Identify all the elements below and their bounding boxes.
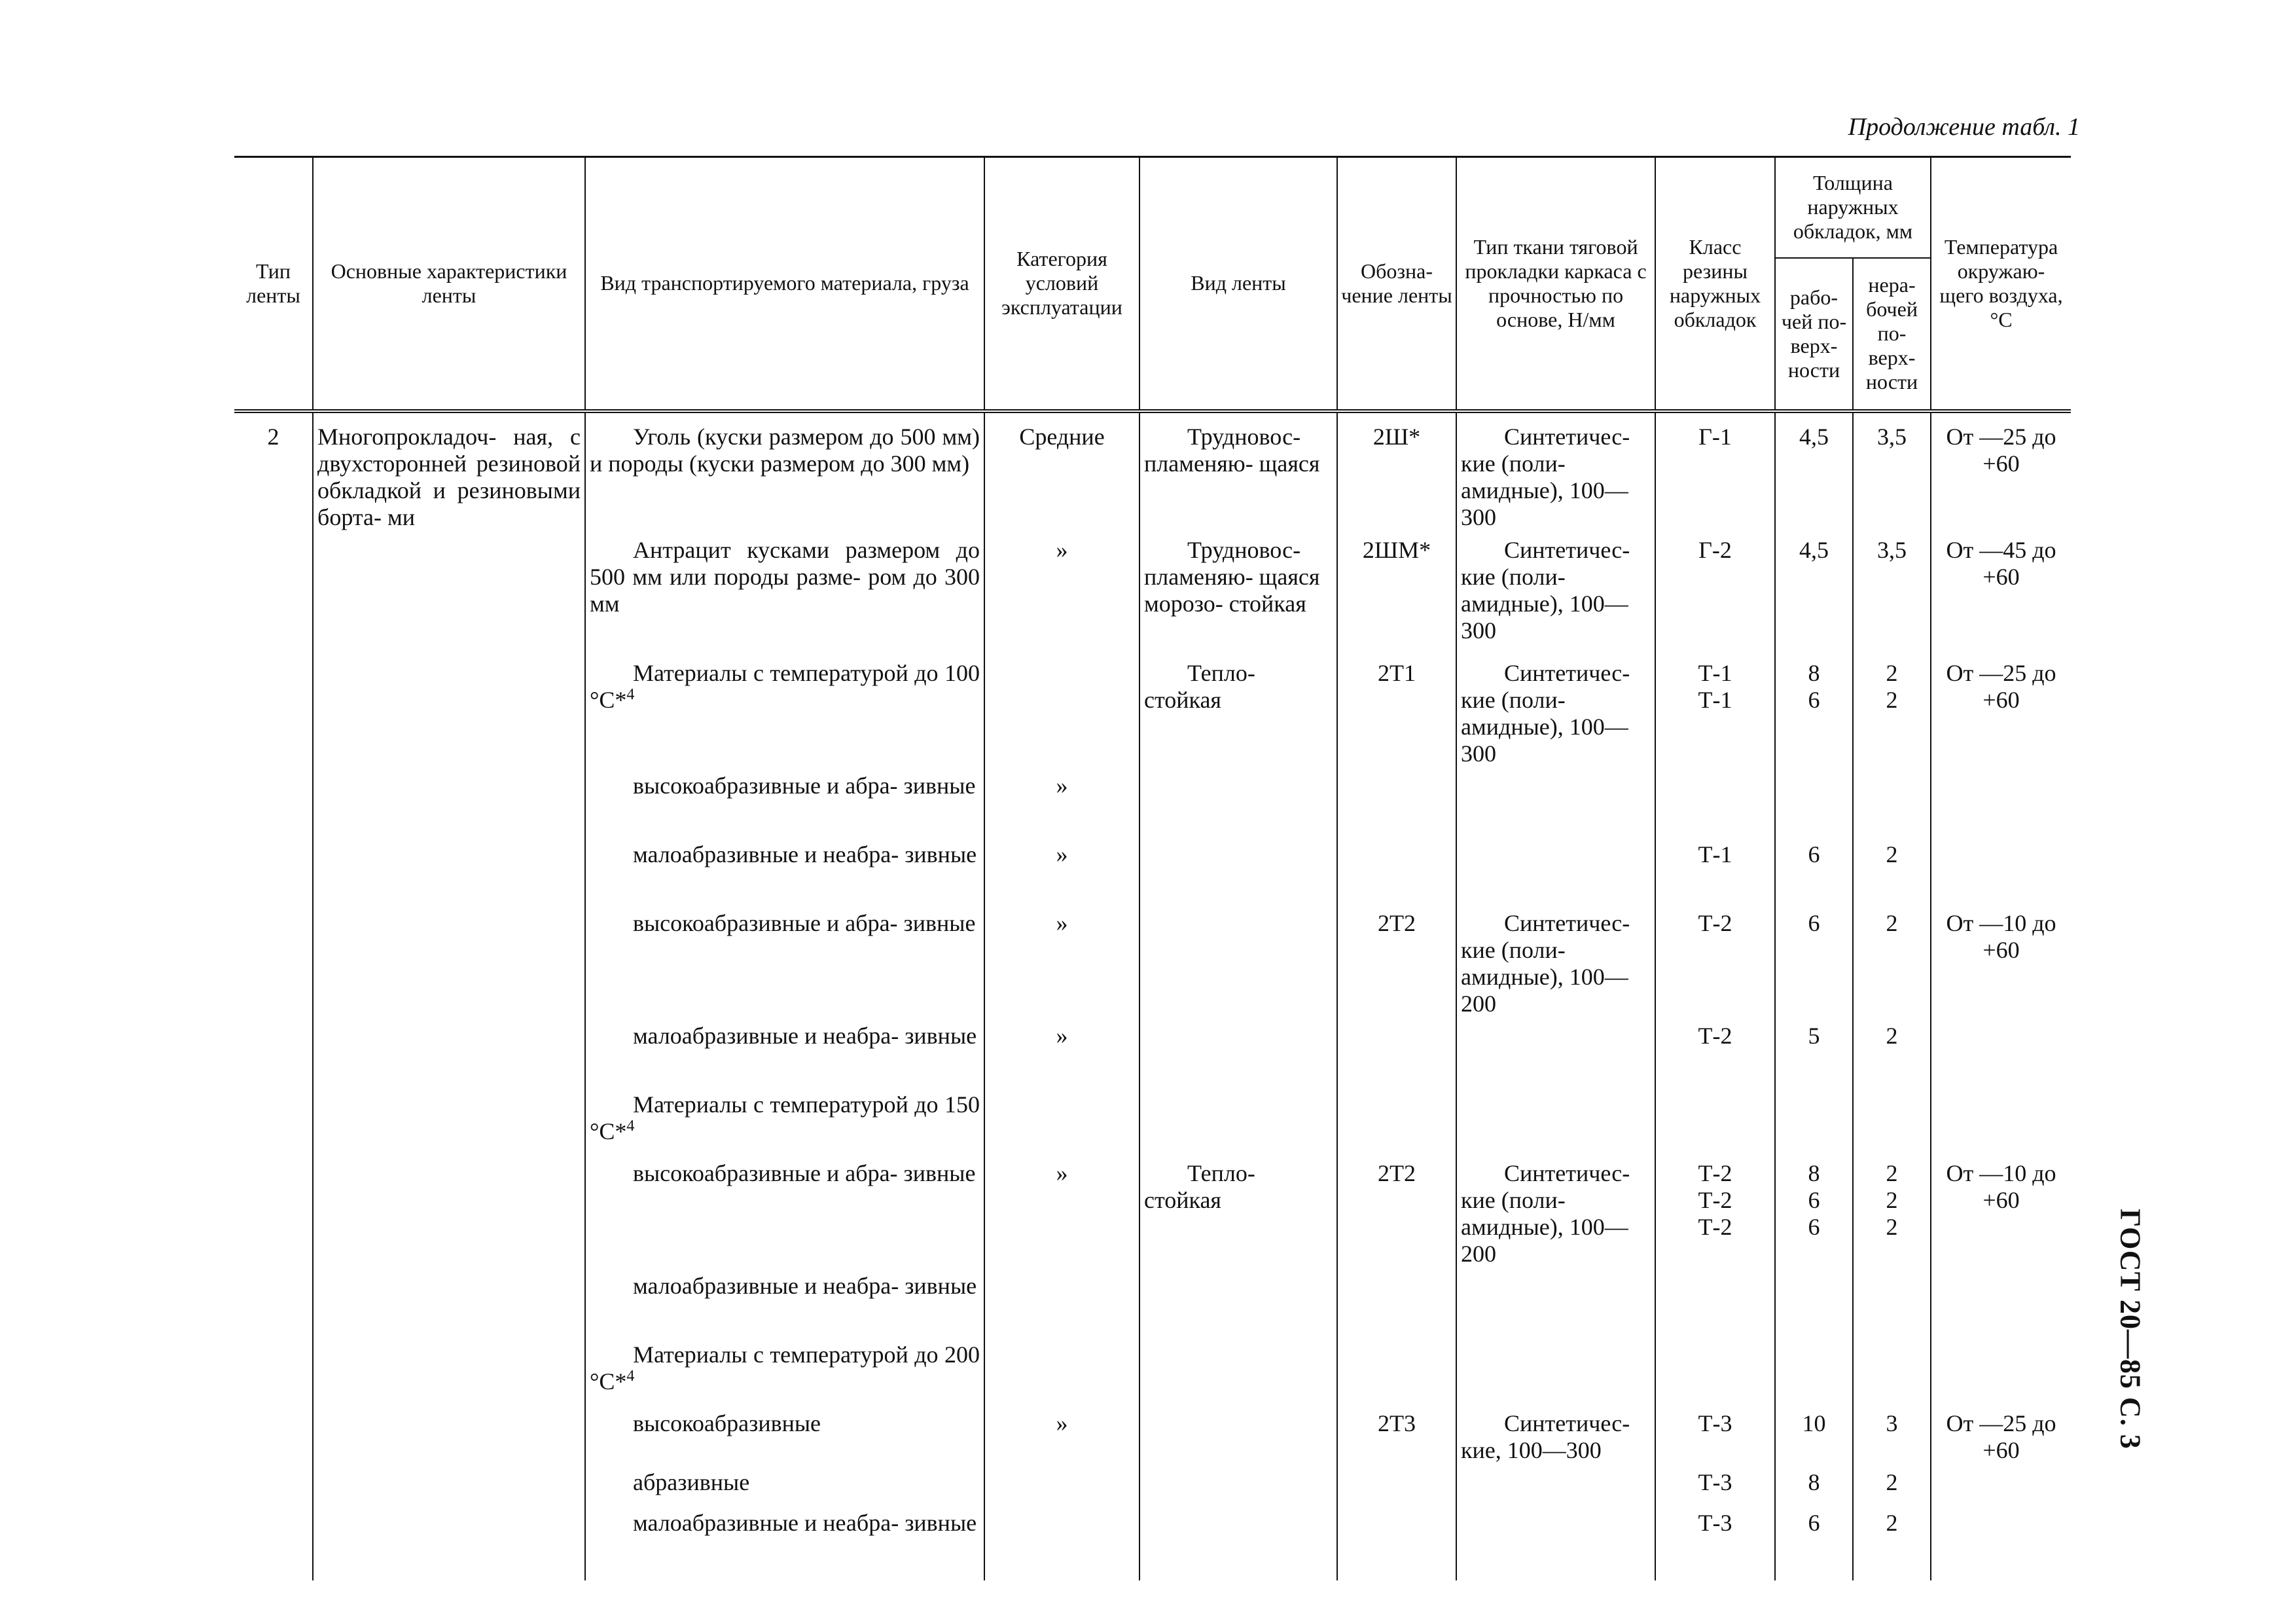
category-cell [984, 534, 1139, 657]
designation-text: 2ШМ* [1362, 536, 1431, 563]
material-text: высокоабразивные и абра- зивные [633, 772, 976, 799]
category-cell [984, 1339, 1139, 1408]
belt-kind-text: Тепло- стойкая [1144, 1159, 1255, 1213]
category-text: » [1056, 1410, 1068, 1436]
material-text: малоабразивные и неабра- зивные [633, 1509, 977, 1536]
nonworking-thickness-value: 2 [1886, 1213, 1898, 1240]
nonworking-thickness-value: 2 [1886, 686, 1898, 713]
designation-cell [1337, 534, 1456, 657]
belt-kind-cell [1139, 1507, 1337, 1556]
material-cell [585, 411, 984, 534]
header-thickness: Толщина наружных обкладок, мм [1775, 157, 1931, 258]
rubber-class-value: Т-2 [1698, 1213, 1732, 1240]
designation-text: 2Ш* [1372, 423, 1421, 450]
working-thickness-cell [1775, 907, 1853, 1020]
rubber-class-cell [1655, 411, 1775, 534]
belt-types-table [234, 156, 2071, 1580]
header-category: Категория условий эксплуатации [984, 157, 1139, 411]
fabric-text: Синтетичес- кие (поли- амидные), 100—300 [1461, 659, 1630, 767]
nonworking-thickness-value: 3 [1886, 1410, 1898, 1436]
rubber-class-cell [1655, 770, 1775, 839]
category-cell [984, 839, 1139, 907]
rubber-class-cell [1655, 1089, 1775, 1158]
spacer-cell [1337, 1556, 1456, 1580]
fabric-cell [1456, 1408, 1655, 1467]
fabric-cell [1456, 1467, 1655, 1507]
rubber-class-cell [1655, 1467, 1775, 1507]
category-text: » [1056, 841, 1068, 867]
fabric-cell [1456, 1507, 1655, 1556]
working-thickness-value: 6 [1808, 909, 1820, 936]
rubber-class-value: Т-1 [1698, 659, 1732, 686]
header-temperature: Температура окружаю- щего воздуха, °С [1931, 157, 2071, 411]
type-cell [234, 534, 313, 657]
category-cell [984, 770, 1139, 839]
header-characteristics: Основные характеристики ленты [313, 157, 585, 411]
material-text: малоабразивные и неабра- зивные [633, 841, 977, 867]
category-cell [984, 907, 1139, 1020]
fabric-text: Синтетичес- кие (поли- амидные), 100—200 [1461, 909, 1630, 1017]
belt-kind-cell [1139, 1020, 1337, 1089]
type-cell [234, 1158, 313, 1270]
nonworking-thickness-value: 2 [1886, 1022, 1898, 1049]
temperature-cell [1931, 770, 2071, 839]
designation-cell [1337, 1089, 1456, 1158]
belt-kind-cell [1139, 1270, 1337, 1339]
working-thickness-cell [1775, 657, 1853, 770]
spacer-cell [234, 1556, 313, 1580]
designation-cell [1337, 1158, 1456, 1270]
nonworking-thickness-value: 2 [1886, 1159, 1898, 1186]
category-text: » [1056, 536, 1068, 563]
spacer-cell [1853, 1556, 1931, 1580]
temperature-text: От —45 до +60 [1946, 536, 2056, 590]
belt-kind-cell [1139, 657, 1337, 770]
running-header-text: ГОСТ 20—85 С. 3 [2114, 1209, 2147, 1450]
header-fabric: Тип ткани тяговой прокладки каркаса с прочностью по основе, Н/мм [1456, 157, 1655, 411]
category-cell [984, 1020, 1139, 1089]
fabric-text: Синтетичес- кие (поли- амидные), 100—300 [1461, 423, 1630, 530]
working-thickness-value: 6 [1808, 1509, 1820, 1536]
spacer-cell [1456, 1556, 1655, 1580]
material-text: высокоабразивные и абра- зивные [633, 1159, 976, 1186]
material-cell [585, 1408, 984, 1467]
designation-cell [1337, 839, 1456, 907]
belt-kind-cell [1139, 907, 1337, 1020]
rubber-class-cell [1655, 657, 1775, 770]
category-text: Средние [1019, 423, 1105, 450]
category-text: » [1056, 772, 1068, 799]
nonworking-thickness-cell [1853, 1158, 1931, 1270]
type-cell [234, 1270, 313, 1339]
material-cell [585, 1158, 984, 1270]
temperature-cell [1931, 1270, 2071, 1339]
working-thickness-cell [1775, 1089, 1853, 1158]
designation-cell [1337, 1339, 1456, 1408]
category-cell [984, 1158, 1139, 1270]
working-thickness-value: 4,5 [1799, 536, 1829, 563]
nonworking-thickness-cell [1853, 657, 1931, 770]
temperature-cell [1931, 534, 2071, 657]
temperature-text: От —25 до +60 [1946, 659, 2056, 713]
working-thickness-value: 6 [1808, 1213, 1820, 1240]
working-thickness-cell [1775, 1408, 1853, 1467]
type-cell [234, 1467, 313, 1507]
type-cell [234, 1339, 313, 1408]
rubber-class-cell [1655, 1507, 1775, 1556]
temperature-cell [1931, 1408, 2071, 1467]
spacer-cell [984, 1556, 1139, 1580]
material-cell [585, 534, 984, 657]
rubber-class-value: Т-2 [1698, 909, 1732, 936]
designation-cell [1337, 907, 1456, 1020]
fabric-cell [1456, 1270, 1655, 1339]
designation-text: 2Т3 [1378, 1410, 1416, 1436]
material-text: малоабразивные и неабра- зивные [633, 1272, 977, 1299]
header-rubber-class: Класс резины наружных обкладок [1655, 157, 1775, 411]
material-cell [585, 1020, 984, 1089]
designation-cell [1337, 411, 1456, 534]
rubber-class-value: Т-2 [1698, 1022, 1732, 1049]
rubber-class-cell [1655, 1339, 1775, 1408]
rubber-class-cell [1655, 1158, 1775, 1270]
material-text: Уголь (куски размером до 500 мм) и породы (куски размером до 300 мм) [590, 423, 980, 477]
nonworking-thickness-cell [1853, 411, 1931, 534]
fabric-text: Синтетичес- кие (поли- амидные), 100—200 [1461, 1159, 1630, 1267]
temperature-text: От —10 до +60 [1946, 909, 2056, 963]
working-thickness-cell [1775, 770, 1853, 839]
nonworking-thickness-value: 2 [1886, 1509, 1898, 1536]
working-thickness-cell [1775, 1158, 1853, 1270]
temperature-cell [1931, 411, 2071, 534]
category-cell [984, 657, 1139, 770]
belt-kind-cell [1139, 839, 1337, 907]
fabric-cell [1456, 1089, 1655, 1158]
nonworking-thickness-value: 2 [1886, 1468, 1898, 1495]
designation-text: 2Т2 [1378, 1159, 1416, 1186]
table-continuation-label: Продолжение табл. 1 [1848, 113, 2080, 141]
designation-cell [1337, 1270, 1456, 1339]
rubber-class-value: Г-1 [1698, 423, 1732, 450]
fabric-cell [1456, 1020, 1655, 1089]
working-thickness-cell [1775, 1270, 1853, 1339]
working-thickness-value: 10 [1802, 1410, 1826, 1436]
fabric-cell [1456, 770, 1655, 839]
spacer-cell [1655, 1556, 1775, 1580]
type-cell [234, 1020, 313, 1089]
working-thickness-value: 6 [1808, 841, 1820, 867]
type-cell [234, 839, 313, 907]
designation-cell [1337, 657, 1456, 770]
working-thickness-value: 6 [1808, 1186, 1820, 1213]
nonworking-thickness-cell [1853, 1339, 1931, 1408]
material-text: абразивные [633, 1468, 750, 1495]
temperature-cell [1931, 839, 2071, 907]
type-cell [234, 411, 313, 534]
rubber-class-value: Т-3 [1698, 1468, 1732, 1495]
type-cell [234, 907, 313, 1020]
temperature-cell [1931, 1467, 2071, 1507]
nonworking-thickness-value: 2 [1886, 841, 1898, 867]
material-text: малоабразивные и неабра- зивные [633, 1022, 977, 1049]
belt-kind-cell [1139, 1158, 1337, 1270]
belt-kind-cell [1139, 1339, 1337, 1408]
rubber-class-value: Т-2 [1698, 1186, 1732, 1213]
fabric-cell [1456, 411, 1655, 534]
rubber-class-cell [1655, 907, 1775, 1020]
footnote-marker: 4 [626, 1367, 635, 1385]
type-cell [234, 657, 313, 770]
header-nonworking-surface: нера- бочей по- верх- ности [1853, 258, 1931, 411]
header-designation: Обозна- чение ленты [1337, 157, 1456, 411]
fabric-cell [1456, 1339, 1655, 1408]
temperature-cell [1931, 657, 2071, 770]
working-thickness-value: 4,5 [1799, 423, 1829, 450]
running-header [2108, 1198, 2153, 1460]
working-thickness-value: 5 [1808, 1022, 1820, 1049]
belt-kind-cell [1139, 1467, 1337, 1507]
header-type: Тип ленты [234, 157, 313, 411]
footnote-marker: 4 [626, 1117, 635, 1135]
designation-cell [1337, 1408, 1456, 1467]
table-body [234, 411, 2071, 1580]
category-cell [984, 411, 1139, 534]
category-text: » [1056, 1022, 1068, 1049]
fabric-cell [1456, 839, 1655, 907]
nonworking-thickness-cell [1853, 1408, 1931, 1467]
belt-kind-cell [1139, 1089, 1337, 1158]
nonworking-thickness-value: 2 [1886, 659, 1898, 686]
material-text: высокоабразивные [633, 1410, 821, 1436]
material-text: Материалы с температурой до 100 °С* [590, 659, 980, 713]
nonworking-thickness-cell [1853, 1270, 1931, 1339]
nonworking-thickness-cell [1853, 1020, 1931, 1089]
nonworking-thickness-cell [1853, 1507, 1931, 1556]
characteristics-text: Многопрокладоч- ная, с двухсторонней резиновой обкладкой и резиновыми борта- ми [317, 423, 581, 530]
belt-kind-text: Трудновос- пламеняю- щаяся морозо- стойкая [1144, 536, 1320, 617]
temperature-text: От —25 до +60 [1946, 423, 2056, 477]
working-thickness-cell [1775, 839, 1853, 907]
designation-cell [1337, 1467, 1456, 1507]
working-thickness-cell [1775, 411, 1853, 534]
temperature-text: От —10 до +60 [1946, 1159, 2056, 1213]
type-cell [234, 1408, 313, 1467]
temperature-cell [1931, 1339, 2071, 1408]
nonworking-thickness-value: 2 [1886, 909, 1898, 936]
nonworking-thickness-cell [1853, 770, 1931, 839]
working-thickness-value: 8 [1808, 1159, 1820, 1186]
temperature-text: От —25 до +60 [1946, 1410, 2056, 1463]
working-thickness-cell [1775, 534, 1853, 657]
material-cell [585, 657, 984, 770]
spacer-cell [585, 1556, 984, 1580]
rubber-class-cell [1655, 1270, 1775, 1339]
category-cell [984, 1270, 1139, 1339]
nonworking-thickness-value: 3,5 [1877, 423, 1907, 450]
type-text: 2 [267, 423, 279, 450]
temperature-cell [1931, 1020, 2071, 1089]
rubber-class-value: Т-1 [1698, 686, 1732, 713]
rubber-class-value: Т-3 [1698, 1509, 1732, 1536]
working-thickness-cell [1775, 1339, 1853, 1408]
footnote-marker: 4 [626, 685, 635, 703]
nonworking-thickness-cell [1853, 1467, 1931, 1507]
material-text: высокоабразивные и абра- зивные [633, 909, 976, 936]
nonworking-thickness-cell [1853, 1089, 1931, 1158]
characteristics-cell [313, 411, 585, 1580]
belt-kind-cell [1139, 534, 1337, 657]
spacer-cell [1775, 1556, 1853, 1580]
rubber-class-cell [1655, 1020, 1775, 1089]
working-thickness-cell [1775, 1020, 1853, 1089]
working-thickness-value: 6 [1808, 686, 1820, 713]
nonworking-thickness-value: 3,5 [1877, 536, 1907, 563]
temperature-cell [1931, 907, 2071, 1020]
category-cell [984, 1089, 1139, 1158]
belt-kind-cell [1139, 1408, 1337, 1467]
designation-text: 2Т2 [1378, 909, 1416, 936]
belt-kind-text: Тепло- стойкая [1144, 659, 1255, 713]
nonworking-thickness-cell [1853, 534, 1931, 657]
designation-cell [1337, 1507, 1456, 1556]
material-cell [585, 1339, 984, 1408]
working-thickness-cell [1775, 1507, 1853, 1556]
designation-cell [1337, 770, 1456, 839]
type-cell [234, 770, 313, 839]
material-cell [585, 907, 984, 1020]
material-cell [585, 1467, 984, 1507]
category-cell [984, 1507, 1139, 1556]
type-cell [234, 1507, 313, 1556]
material-cell [585, 1089, 984, 1158]
designation-cell [1337, 1020, 1456, 1089]
rubber-class-value: Т-3 [1698, 1410, 1732, 1436]
rubber-class-value: Т-2 [1698, 1159, 1732, 1186]
nonworking-thickness-cell [1853, 839, 1931, 907]
material-cell [585, 770, 984, 839]
header-working-surface: рабо- чей по- верх- ности [1775, 258, 1853, 411]
material-cell [585, 1507, 984, 1556]
belt-kind-cell [1139, 770, 1337, 839]
fabric-cell [1456, 534, 1655, 657]
temperature-cell [1931, 1089, 2071, 1158]
working-thickness-value: 8 [1808, 659, 1820, 686]
rubber-class-value: Г-2 [1698, 536, 1732, 563]
header-material: Вид транспортируемого материала, груза [585, 157, 984, 411]
table-row [234, 411, 2071, 534]
rubber-class-cell [1655, 534, 1775, 657]
working-thickness-value: 8 [1808, 1468, 1820, 1495]
fabric-cell [1456, 657, 1655, 770]
fabric-cell [1456, 907, 1655, 1020]
rubber-class-cell [1655, 839, 1775, 907]
temperature-cell [1931, 1507, 2071, 1556]
belt-kind-cell [1139, 411, 1337, 534]
fabric-cell [1456, 1158, 1655, 1270]
rubber-class-cell [1655, 1408, 1775, 1467]
material-cell [585, 839, 984, 907]
material-text: Материалы с температурой до 150 °С* [590, 1091, 980, 1144]
category-cell [984, 1408, 1139, 1467]
fabric-text: Синтетичес- кие (поли- амидные), 100—300 [1461, 536, 1630, 644]
category-cell [984, 1467, 1139, 1507]
fabric-text: Синтетичес- кие, 100—300 [1461, 1410, 1630, 1463]
spacer-cell [1139, 1556, 1337, 1580]
material-text: Материалы с температурой до 200 °С* [590, 1341, 980, 1395]
rubber-class-value: Т-1 [1698, 841, 1732, 867]
material-cell [585, 1270, 984, 1339]
working-thickness-cell [1775, 1467, 1853, 1507]
belt-kind-text: Трудновос- пламеняю- щаяся [1144, 423, 1320, 477]
category-text: » [1056, 1159, 1068, 1186]
nonworking-thickness-value: 2 [1886, 1186, 1898, 1213]
category-text: » [1056, 909, 1068, 936]
header-belt-kind: Вид ленты [1139, 157, 1337, 411]
designation-text: 2Т1 [1378, 659, 1416, 686]
nonworking-thickness-cell [1853, 907, 1931, 1020]
material-text: Антрацит кусками размером до 500 мм или породы разме- ром до 300 мм [590, 536, 980, 617]
temperature-cell [1931, 1158, 2071, 1270]
type-cell [234, 1089, 313, 1158]
spacer-cell [1931, 1556, 2071, 1580]
